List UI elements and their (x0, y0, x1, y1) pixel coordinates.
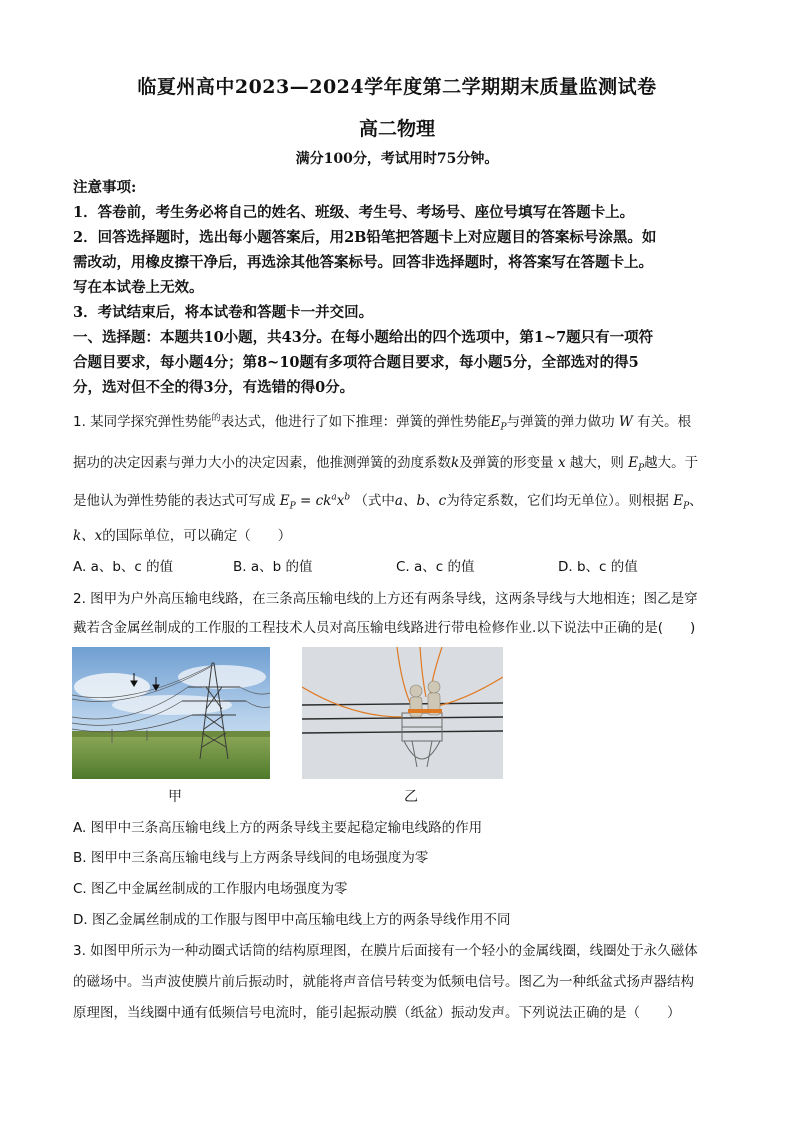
abc-symbols: a、b、c (394, 493, 447, 509)
notes-item-2-line-1: 2．回答选择题时，选出每小题答案后，用2B铅笔把答题卡上对应题目的答案标号涂黑。如 (73, 229, 657, 246)
exam-info: 满分100分，考试用时75分钟。 (295, 151, 499, 167)
section1-line-2: 合题目要求，每小题4分；第8~10题有多项符合题目要求，每小题5分，全部选对的得5 (73, 354, 639, 371)
notes-heading: 注意事项: (73, 179, 137, 196)
q1-option-c[interactable]: C. a、c 的值 (396, 559, 475, 575)
q3-line-1: 3. 如图甲所示为一种动圈式话筒的结构原理图，在膜片后面接有一个轻小的金属线圈，线圈处于永久磁体 (73, 943, 698, 959)
q1-text: 为待定系数，它们均无单位）。则根据 (446, 493, 669, 509)
x-symbol: x (557, 455, 566, 471)
q1-text: （式中 (354, 493, 395, 509)
ep-symbol: $E_P$ (673, 493, 690, 512)
q2-option-b[interactable]: B. 图甲中三条高压输电线与上方两条导线间的电场强度为零 (73, 850, 429, 866)
q1-text: 及弹簧的形变量 (459, 455, 554, 471)
q1-line-2 (73, 451, 698, 474)
kx-symbols: k、x (73, 528, 103, 544)
notes-item-2-line-2: 需改动，用橡皮擦干净后，再选涂其他答案标号。回答非选择题时，将答案写在答题卡上。 (73, 254, 653, 271)
q2-option-c[interactable]: C. 图乙中金属丝制成的工作服内电场强度为零 (73, 881, 348, 897)
q1-text: 越大，则 (569, 455, 624, 471)
q1-text: 、 (689, 493, 703, 509)
q1-text: 1. 某同学探究弹性势能 (73, 414, 212, 430)
q3-line-2: 的磁场中。当声波使膜片前后振动时，就能将声音信号转变为低频电信号。图乙为一种纸盆式扬声器结构 (73, 974, 694, 990)
exam-title: 临夏州高中2023—2024学年度第二学期期末质量监测试卷 (137, 76, 657, 98)
q1-sup: 的 (211, 413, 221, 424)
q2-option-a[interactable]: A. 图甲中三条高压输电线上方的两条导线主要起稳定输电线路的作用 (73, 820, 483, 836)
q2-option-d[interactable]: D. 图乙金属丝制成的工作服与图甲中高压输电线上方的两条导线作用不同 (73, 912, 511, 928)
section1-line-1: 一、选择题：本题共10小题，共43分。在每小题给出的四个选项中，第1~7题只有一项符 (73, 329, 654, 346)
q1-option-b[interactable]: B. a、b 的值 (233, 559, 313, 575)
q2-line-2: 戴若含金属丝制成的工作服的工程技术人员对高压输电线路进行带电检修作业.以下说法中正确的是( ) (73, 620, 696, 636)
q1-line-4 (73, 524, 291, 544)
q1-text: 据功的决定因素与弹力大小的决定因素，他推测弹簧的劲度系数 (73, 455, 451, 471)
q3-line-3: 原理图，当线圈中通有低频信号电流时，能引起振动膜（纸盆）振动发声。下列说法正确的是（ ） (73, 1005, 681, 1021)
notes-item-3: 3．考试结束后，将本试卷和答题卡一并交回。 (73, 304, 374, 321)
figure-caption-yi: 乙 (404, 789, 418, 805)
q1-option-a[interactable]: A. a、b、c 的值 (73, 559, 174, 575)
q1-line-3 (73, 489, 703, 512)
ep-formula: $E_P = ck^ax^b$ (279, 492, 351, 512)
subject-title: 高二物理 (358, 118, 435, 140)
q1-text: 有关。根 (637, 414, 692, 430)
q1-text: 表达式，他进行了如下推理：弹簧的弹性势能 (220, 414, 491, 430)
ep-symbol: $E_P$ (490, 414, 507, 433)
figure-caption-jia: 甲 (168, 789, 182, 805)
section1-line-3: 分，选对但不全的得3分，有选错的得0分。 (73, 379, 355, 396)
ep-symbol: $E_P$ (628, 455, 645, 474)
q1-line-1 (73, 410, 691, 433)
notes-item-2-line-3: 写在本试卷上无效。 (73, 279, 204, 296)
power-line-photo (72, 647, 270, 779)
q1-text: 是他认为弹性势能的表达式可写成 (73, 493, 276, 509)
q1-text: 与弹簧的弹力做功 (506, 414, 615, 430)
q1-text: 越大。于 (644, 455, 699, 471)
q1-text: 的国际单位，可以确定（ ） (102, 528, 292, 544)
q2-line-1: 2. 图甲为户外高压输电线路，在三条高压输电线的上方还有两条导线，这两条导线与大地相连；图乙是穿 (73, 591, 698, 607)
notes-item-1: 1．答卷前，考生务必将自己的姓名、班级、考生号、考场号、座位号填写在答题卡上。 (73, 204, 635, 221)
q1-option-d[interactable]: D. b、c 的值 (558, 559, 638, 575)
k-symbol: k (451, 455, 460, 471)
w-symbol: W (618, 414, 633, 430)
live-line-worker-photo (302, 647, 503, 779)
